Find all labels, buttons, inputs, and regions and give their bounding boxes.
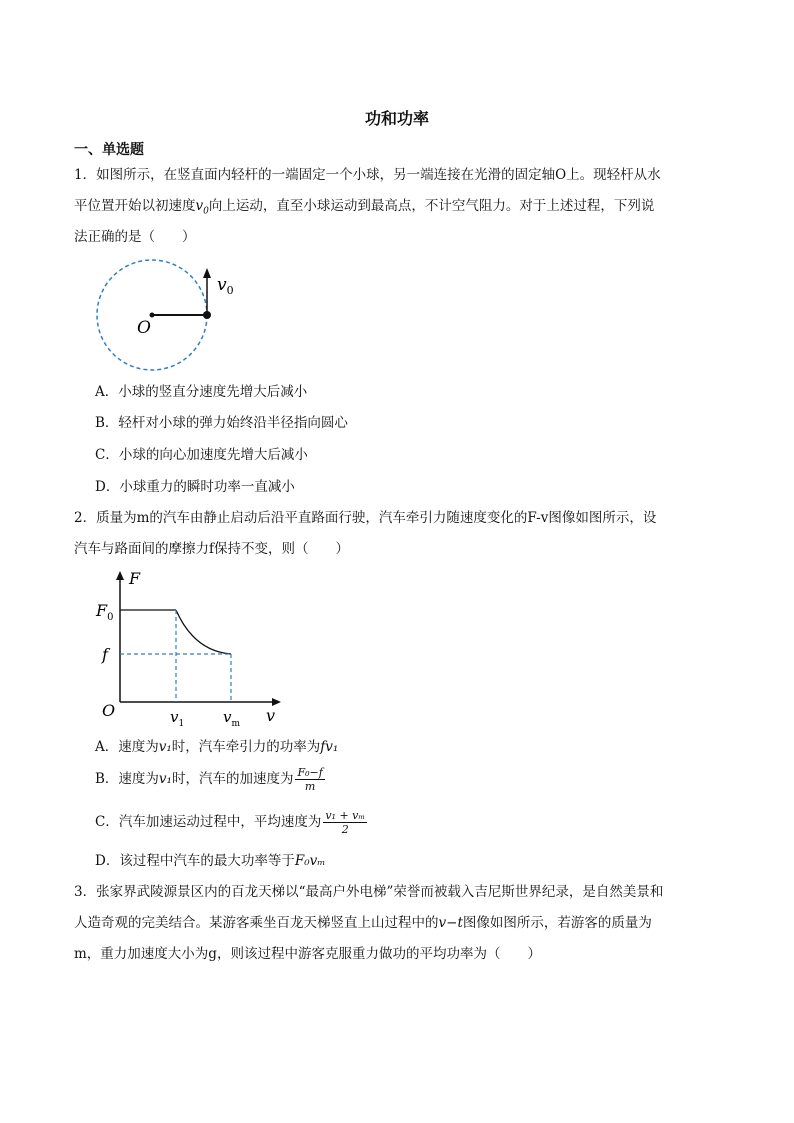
label-v-sub: 0 (226, 284, 234, 297)
q1-option-d: D．小球重力的瞬时功率一直减小 (95, 479, 295, 495)
label-v1-sub: 1 (178, 719, 185, 729)
sym-vt: v−t (438, 915, 463, 931)
q3-line-3: m，重力加速度大小为g，则该过程中游客克服重力做功的平均功率为（ ） (74, 946, 541, 962)
axis-point (150, 313, 155, 318)
q1-option-a: A．小球的竖直分速度先增大后减小 (95, 384, 308, 400)
label-O: O (137, 318, 151, 338)
label-f: f (102, 645, 108, 664)
label-v1: v (170, 708, 179, 726)
q1-line-1: 1．如图所示，在竖直面内轻杆的一端固定一个小球，另一端连接在光滑的固定轴O上。现轻杆从水 (74, 167, 661, 183)
axis-label-F: F (129, 569, 141, 588)
decay-curve (176, 610, 231, 654)
x-arrow-icon (272, 698, 281, 706)
v0-symbol: $v_0$ (195, 198, 209, 217)
label-vm-sub: m (231, 719, 241, 729)
q1-line-2a: 平位置开始以初速度 (74, 198, 196, 214)
arrow-head-icon (203, 268, 211, 278)
q2-figure (94, 566, 294, 734)
q2-option-d: D．该过程中汽车的最大功率等于F₀vₘ (95, 853, 326, 869)
fraction-c: $\frac{\text{v₁ + vₘ}}{2}$ (325, 809, 366, 836)
q1-line-2 (74, 197, 724, 221)
label-vm: v (223, 708, 232, 726)
sym-v1: v₁ (158, 739, 172, 755)
origin-label: O (102, 701, 116, 720)
sym-fv1: fv₁ (320, 739, 339, 755)
q2-option-a: A．速度为v₁时，汽车牵引力的功率为fv₁ (95, 739, 339, 755)
svg-text:F0 (95, 601, 113, 623)
q1-option-c: C．小球的向心加速度先增大后减小 (95, 447, 308, 463)
q1-line-3: 法正确的是（ ） (74, 229, 196, 245)
q2-line-1: 2．质量为m的汽车由静止启动后沿平直路面行驶，汽车牵引力随速度变化的F-v图像如图所示，设 (74, 510, 657, 526)
fraction-b: $\frac{\text{F₀−f}}{m}$ (297, 766, 323, 793)
q2-option-b: B．速度为v₁时，汽车的加速度为 $\frac{\text{F₀−f}}{m}$ (95, 766, 323, 793)
label-F0: F (96, 601, 108, 620)
label-F0-sub: 0 (107, 612, 114, 623)
q3-line-1: 3．张家界武陵源景区内的百龙天梯以“最高户外电梯”荣誉而被载入吉尼斯世界纪录，是自然美景和 (74, 884, 664, 900)
label-v: v (217, 275, 227, 295)
svg-text:vm (223, 708, 240, 729)
svg-text:v1 (170, 708, 184, 729)
section-heading: 一、单选题 (74, 142, 144, 158)
y-arrow-icon (116, 571, 124, 580)
sym-F0vm: F₀vₘ (294, 853, 326, 869)
page-title: 功和功率 (364, 109, 429, 128)
axis-label-v: v (266, 706, 276, 725)
svg-text:v0 (217, 275, 234, 297)
q2-option-c: C．汽车加速运动过程中，平均速度为 $\frac{\text{v₁ + vₘ}}{2}$ (95, 809, 366, 836)
q1-figure (90, 238, 250, 388)
q3-line-2: 人造奇观的完美结合。某游客乘坐百龙天梯竖直上山过程中的v−t图像如图所示，若游客的质量为 (74, 915, 652, 931)
sym-v1-b: v₁ (158, 771, 172, 787)
q1-line-2b: 向上运动，直至小球运动到最高点，不计空气阻力。对于上述过程，下列说 (208, 198, 655, 214)
q2-line-2: 汽车与路面间的摩擦力f保持不变，则（ ） (74, 541, 349, 557)
q1-option-b: B．轻杆对小球的弹力始终沿半径指向圆心 (95, 415, 348, 431)
